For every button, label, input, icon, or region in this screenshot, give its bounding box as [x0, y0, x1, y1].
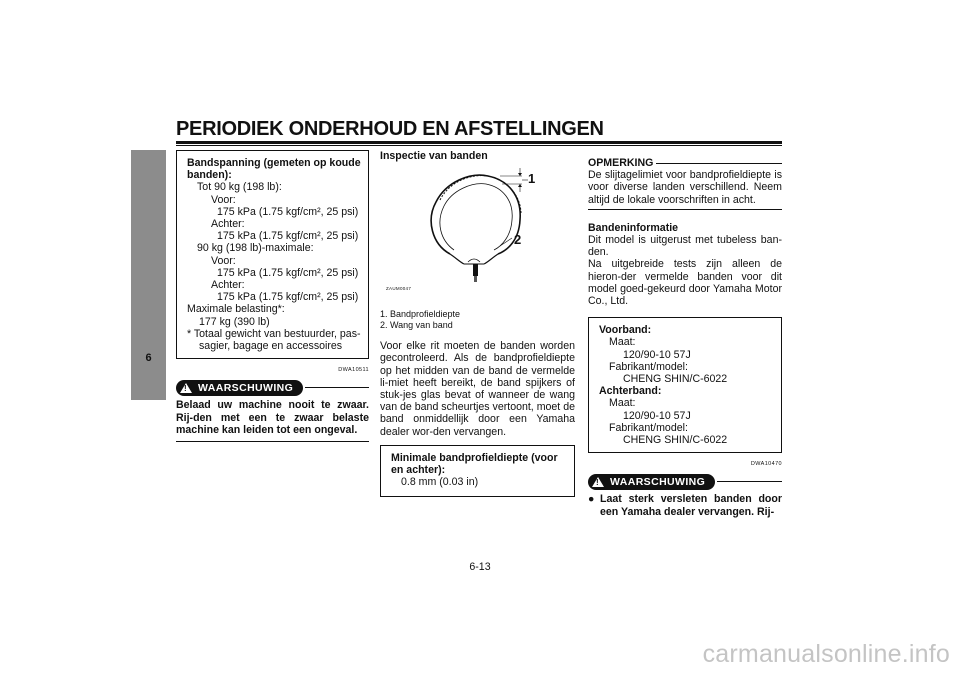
page-header	[176, 118, 782, 146]
column-3	[588, 150, 782, 518]
warning-badge-2	[588, 474, 715, 490]
warning-code-2: DWA10470	[750, 461, 782, 468]
tire-info-text-2: Na uitgebreide tests zijn alleen de hieron-der vermelde banden voor dit model goed-gekeurd door Yamaha Motor Co., Ltd.	[588, 258, 782, 308]
load-note-line-2: sagier, bagage en accessoires	[199, 340, 343, 353]
front-pressure-2: 175 kPa (1.75 kgf/cm², 25 psi)	[217, 266, 359, 279]
tread-depth-value: 0.8 mm (0.03 in)	[401, 476, 479, 489]
note-label: OPMERKING	[588, 157, 654, 169]
front-tire-size: 120/90-10 57J	[623, 348, 691, 361]
warning-triangle-icon: !	[592, 477, 604, 487]
section-tab-number: 6	[145, 352, 152, 364]
rear-tire-title: Achterband:	[599, 385, 662, 398]
callout-2: 2	[514, 232, 522, 248]
front-maker-label: Fabrikant/model:	[609, 360, 688, 373]
warning-badge	[176, 380, 303, 396]
warning-code: DWA10511	[338, 367, 369, 374]
front-label-2: Voor:	[211, 254, 236, 267]
tire-info-text-1: Dit model is uitgerust met tubeless ban-den.	[588, 234, 782, 259]
rear-tire-size: 120/90-10 57J	[623, 409, 691, 422]
tire-info-heading: Bandeninformatie	[588, 221, 679, 234]
load-90-max: 90 kg (198 lb)-maximale:	[197, 242, 314, 255]
warning-line	[305, 387, 369, 388]
rear-label: Achter:	[211, 218, 245, 231]
tire-inspection-heading: Inspectie van banden	[380, 150, 488, 162]
load-up-to-90: Tot 90 kg (198 lb):	[197, 181, 282, 194]
warning-text: Belaad uw machine nooit te zwaar. Rij-den met een te zwaar belaste machine kan leiden tot een ongeval.	[176, 399, 369, 436]
warning-line-2	[717, 481, 782, 482]
warning-header	[176, 379, 369, 396]
inspection-body: Voor elke rit moeten de banden worden gecontroleerd. Als de bandprofieldiepte op het midden van de band de vermelde li-miet heeft bereikt, de band spijkers of stuk-jes glas bevat of wanneer de wang van de band scheurtjes vertoont, moet de band onmiddellijk door een Yamaha dealer wor-den vervangen.	[380, 340, 575, 438]
warning-label: WAARSCHUWING	[198, 381, 294, 394]
tread-depth-title: Minimale bandprofieldiepte (voor en achter):	[391, 451, 558, 477]
section-tab	[131, 150, 166, 400]
front-pressure: 175 kPa (1.75 kgf/cm², 25 psi)	[217, 205, 359, 218]
bullet-icon: ●	[588, 493, 595, 506]
note-header	[588, 157, 782, 169]
warning-label-2: WAARSCHUWING	[610, 475, 706, 488]
header-rule	[176, 141, 782, 144]
legend-1: 1. Bandprofieldiepte	[380, 309, 461, 320]
rear-size-label: Maat:	[609, 397, 636, 410]
rear-pressure: 175 kPa (1.75 kgf/cm², 25 psi)	[217, 230, 359, 243]
figure-code: ZAUM0047	[386, 286, 412, 292]
page-title: PERIODIEK ONDERHOUD EN AFSTELLINGEN	[176, 118, 604, 140]
callout-1: 1	[528, 171, 536, 187]
front-tire-title: Voorband:	[599, 324, 652, 337]
tire-pressure-box	[176, 150, 369, 359]
warning-end-rule	[176, 441, 369, 442]
tread-depth-box	[380, 445, 575, 498]
warning-header-2	[588, 473, 782, 490]
max-load-label: Maximale belasting*:	[187, 303, 285, 316]
rear-tire-maker: CHENG SHIN/C-6022	[623, 434, 728, 447]
note-end-rule	[588, 209, 782, 210]
note-text: De slijtagelimiet voor bandprofieldiepte is voor diverse landen verschillend. Neem altijd de lokale voorschriften in acht.	[588, 169, 782, 206]
tire-cross-section-figure	[380, 162, 575, 307]
rear-pressure-2: 175 kPa (1.75 kgf/cm², 25 psi)	[217, 291, 359, 304]
page-number: 6-13	[469, 561, 491, 573]
header-rule-thin	[176, 145, 782, 146]
column-1	[176, 150, 369, 442]
max-load-value: 177 kg (390 lb)	[199, 315, 270, 328]
front-label: Voor:	[211, 193, 236, 206]
tire-spec-box	[588, 317, 782, 453]
column-2	[380, 150, 575, 497]
front-size-label: Maat:	[609, 336, 636, 349]
watermark: carmanualsonline.info	[702, 640, 950, 668]
note-line	[656, 163, 782, 164]
front-tire-maker: CHENG SHIN/C-6022	[623, 373, 728, 386]
rear-maker-label: Fabrikant/model:	[609, 421, 688, 434]
warning-bullet-item	[588, 493, 782, 517]
legend-2: 2. Wang van band	[380, 320, 453, 331]
load-note-line-1: * Totaal gewicht van bestuurder, pas-	[187, 327, 361, 340]
rear-label-2: Achter:	[211, 279, 245, 292]
warning-triangle-icon: !	[180, 383, 192, 393]
tire-pressure-title: Bandspanning (gemeten op koude banden):	[187, 157, 361, 182]
warning-bullet-text: Laat sterk versleten banden door een Yamaha dealer vervangen. Rij-	[600, 493, 782, 518]
